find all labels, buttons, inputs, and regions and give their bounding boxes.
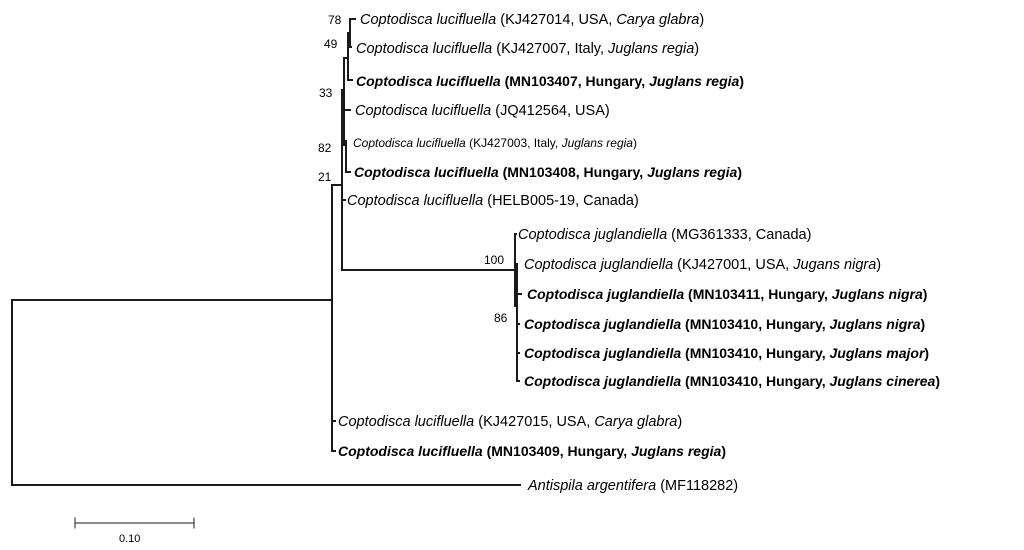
bootstrap-21: 21 — [318, 170, 332, 184]
scale-bar — [75, 518, 194, 545]
taxon-labels — [338, 12, 940, 494]
taxon-label: Coptodisca juglandiella (KJ427001, USA, Jugans nigra) — [524, 257, 882, 273]
bootstrap-82: 82 — [318, 141, 332, 155]
scale-bar-label: 0.10 — [119, 533, 141, 545]
taxon-label: Coptodisca lucifluella (KJ427003, Italy, Juglans regia) — [353, 136, 637, 150]
taxon-label: Coptodisca lucifluella (HELB005-19, Canada) — [347, 193, 639, 209]
taxon-label: Coptodisca juglandiella (MN103410, Hungary, Juglans cinerea) — [524, 373, 940, 389]
bootstrap-49: 49 — [324, 37, 338, 51]
taxon-label: Coptodisca lucifluella (KJ427015, USA, Carya glabra) — [338, 414, 683, 430]
bootstrap-86: 86 — [494, 311, 508, 325]
bootstrap-100: 100 — [484, 253, 505, 267]
bootstrap-33: 33 — [319, 86, 333, 100]
taxon-label: Coptodisca lucifluella (MN103407, Hungary, Juglans regia) — [356, 73, 744, 89]
taxon-label: Coptodisca juglandiella (MN103410, Hungary, Juglans major) — [524, 345, 930, 361]
taxon-label: Coptodisca lucifluella (KJ427014, USA, Carya glabra) — [360, 12, 705, 28]
taxon-label: Coptodisca lucifluella (KJ427007, Italy, Juglans regia) — [356, 41, 700, 57]
taxon-label: Antispila argentifera (MF118282) — [528, 478, 739, 494]
taxon-label: Coptodisca juglandiella (MG361333, Canada) — [518, 227, 812, 243]
taxon-label: Coptodisca lucifluella (MN103409, Hungary, Juglans regia) — [338, 443, 726, 459]
taxon-label: Coptodisca lucifluella (MN103408, Hungary, Juglans regia) — [354, 164, 742, 180]
taxon-label: Coptodisca lucifluella (JQ412564, USA) — [355, 103, 610, 119]
taxon-label: Coptodisca juglandiella (MN103411, Hungary, Juglans nigra) — [527, 286, 928, 302]
taxon-label: Coptodisca juglandiella (MN103410, Hungary, Juglans nigra) — [524, 316, 926, 332]
bootstrap-78: 78 — [328, 13, 342, 27]
